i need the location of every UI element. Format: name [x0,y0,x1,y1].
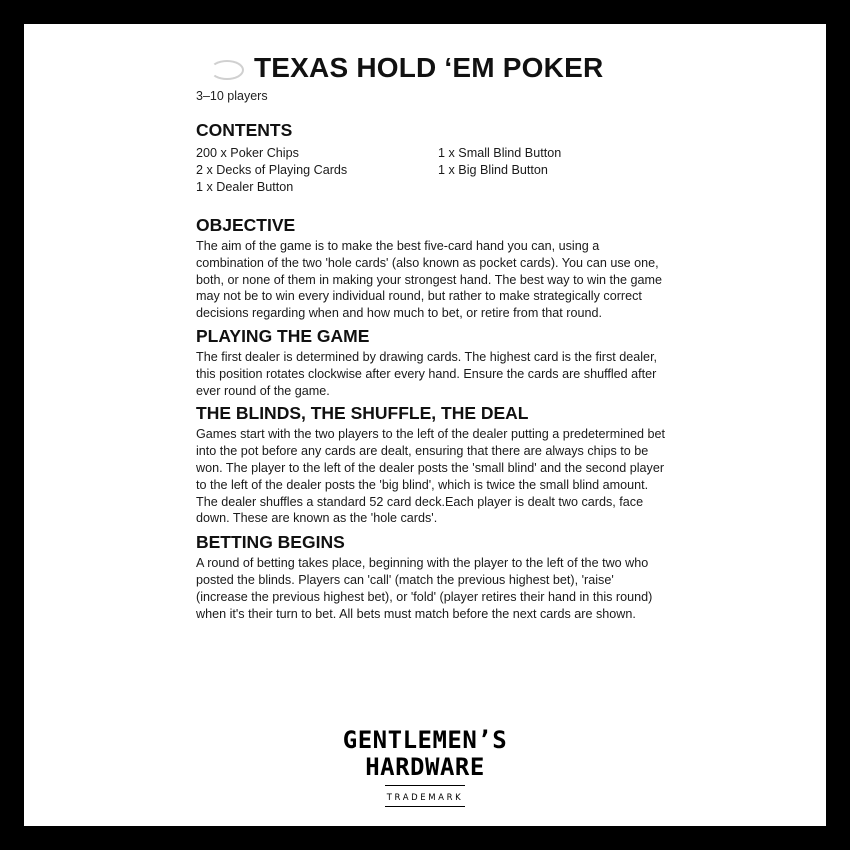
logo-line-2: HARDWARE [365,753,485,781]
blinds-heading: THE BLINDS, THE SHUFFLE, THE DEAL [196,403,529,424]
list-item: 1 x Dealer Button [196,179,294,194]
blinds-text: Games start with the two players to the left of the dealer putting a predetermined bet into the pot before any cards are dealt, ensuring that there are always chips to be won. The player to the left of the dealer posts the 'small blind' and the second player to the left of the dealer posts the 'big blind', which is twice the small blind amount. The dealer shuffles a standard 52 card deck.Each player is dealt two cards, face down. These are known as the 'hole cards'. [196,427,666,526]
faded-mark-icon [210,60,244,80]
rules-document [196,50,666,622]
page-frame [24,24,826,826]
contents-column-right [438,145,561,179]
player-count: 3–10 players [196,89,268,103]
objective-text: The aim of the game is to make the best five-card hand you can, using a combination of the two 'hole cards' (also known as pocket cards). You can use one, both, or none of them in making your strongest hand. The best way to win the game may not be to win every individual round, but rather to make strategically correct decisions regarding when and how much to bet, or retire from that round. [196,239,663,321]
page-title: TEXAS HOLD ‘EM POKER [254,52,604,83]
contents-list [196,145,666,197]
logo-tagline: TRADEMARK [386,793,464,803]
list-item: 200 x Poker Chips [196,146,299,160]
logo-line-1: GENTLEMEN’S [342,726,508,754]
contents-column-left [196,145,347,195]
list-item: 1 x Small Blind Button [438,146,562,160]
objective-heading: OBJECTIVE [196,215,296,235]
playing-heading: PLAYING THE GAME [196,325,370,346]
playing-text: The first dealer is determined by drawing cards. The highest card is the first dealer, this position rotates clockwise after every hand. Ensure the cards are shuffled after ever round of the game. [196,349,658,398]
list-item: 2 x Decks of Playing Cards [196,162,348,177]
title-row [196,50,666,88]
betting-heading: BETTING BEGINS [196,532,345,553]
list-item: 1 x Big Blind Button [438,162,548,177]
logo-tagline-box [385,785,466,807]
betting-text: A round of betting takes place, beginning with the player to the left of the two who posted the blinds. Players can 'call' (match the previous highest bet), 'raise' (increase the previous highest bet), or 'fold' (player retires their hand in this round) when it's their turn to bet. All bets must match before the next cards are shown. [196,556,653,621]
brand-logo [24,727,826,807]
contents-heading: CONTENTS [196,120,293,140]
